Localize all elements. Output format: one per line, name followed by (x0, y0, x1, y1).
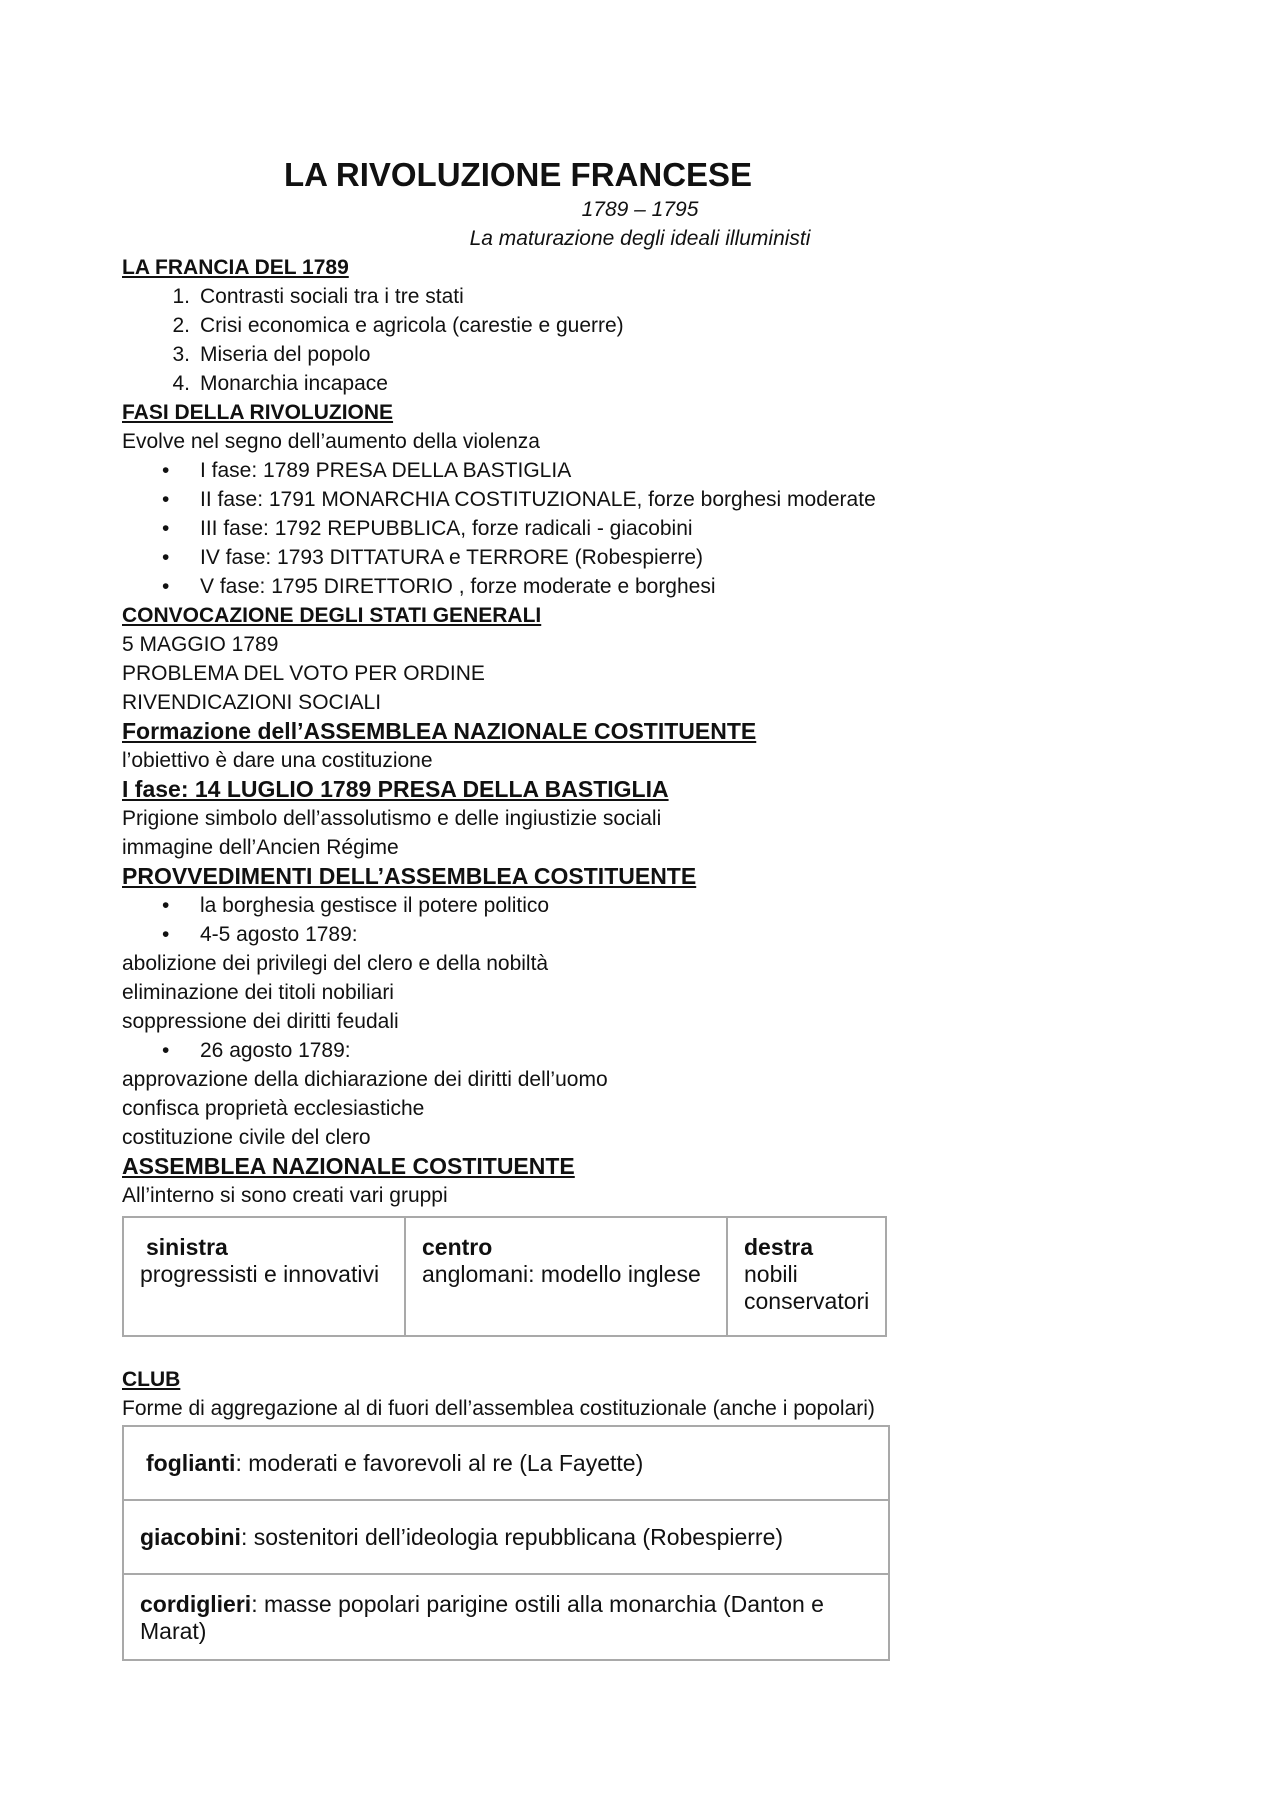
club-cell (123, 1426, 889, 1500)
list-item: • V fase: 1795 DIRETTORIO , forze moderate e borghesi (122, 572, 1152, 601)
club-name: giacobini (140, 1523, 241, 1550)
provvedimenti-list-1 (122, 891, 1152, 949)
text-line: abolizione dei privilegi del clero e della nobiltà (122, 952, 549, 975)
list-item: • IV fase: 1793 DITTATURA e TERRORE (Robespierre) (122, 543, 1152, 572)
assemblea-intro: All’interno si sono creati vari gruppi (122, 1184, 448, 1207)
text-line: soppressione dei diritti feudali (122, 1010, 399, 1033)
page-title: LA RIVOLUZIONE FRANCESE (283, 156, 753, 193)
list-item: • la borghesia gestisce il potere politico (122, 891, 1152, 920)
bullet-icon: • (162, 1039, 170, 1062)
bullet-icon: • (162, 488, 170, 511)
text-line: costituzione civile del clero (122, 1126, 371, 1149)
list-item: • 26 agosto 1789: (122, 1036, 1152, 1065)
text-line: Prigione simbolo dell’assolutismo e delle ingiustizie sociali (122, 807, 662, 830)
group-desc: anglomani: modello inglese (422, 1261, 701, 1287)
club-desc: : masse popolari parigine ostili alla monarchia (Danton e Marat) (140, 1591, 824, 1644)
group-cell-destra (727, 1217, 886, 1336)
document-body (122, 195, 1152, 1661)
club-cell (123, 1574, 889, 1660)
bullet-icon: • (162, 459, 170, 482)
club-name: cordiglieri (140, 1591, 252, 1617)
club-table (122, 1425, 890, 1661)
list-item: • III fase: 1792 REPUBBLICA, forze radicali - giacobini (122, 514, 1152, 543)
table-row (123, 1426, 889, 1500)
group-desc: progressisti e innovativi (140, 1261, 380, 1287)
list-item: 2. Crisi economica e agricola (carestie e guerre) (172, 314, 624, 337)
club-cell (123, 1500, 889, 1574)
group-cell-centro (405, 1217, 727, 1336)
list-item: • II fase: 1791 MONARCHIA COSTITUZIONALE, forze borghesi moderate (122, 485, 1152, 514)
table-row (123, 1217, 886, 1336)
group-name: destra (744, 1234, 814, 1260)
fasi-intro: Evolve nel segno dell’aumento della violenza (122, 430, 540, 453)
heading-fasi: FASI DELLA RIVOLUZIONE (122, 401, 394, 424)
bullet-icon: • (162, 894, 170, 917)
provvedimenti-list-2 (122, 1036, 1152, 1065)
text-line: immagine dell’Ancien Régime (122, 836, 399, 859)
table-row (123, 1574, 889, 1660)
date-range: 1789 – 1795 (581, 198, 699, 221)
list-item: • 4-5 agosto 1789: (122, 920, 1152, 949)
heading-bastiglia: I fase: 14 LUGLIO 1789 PRESA DELLA BASTIGLIA (122, 776, 669, 802)
page-subtitle: La maturazione degli ideali illuministi (469, 227, 811, 250)
club-name: foglianti (146, 1449, 236, 1476)
text-line: PROBLEMA DEL VOTO PER ORDINE (122, 662, 485, 685)
text-line: l’obiettivo è dare una costituzione (122, 749, 433, 772)
francia-list (122, 282, 1152, 398)
list-item: 4. Monarchia incapace (172, 372, 388, 395)
group-cell-sinistra (123, 1217, 405, 1336)
heading-provvedimenti: PROVVEDIMENTI DELL’ASSEMBLEA COSTITUENTE (122, 863, 697, 889)
text-line: 5 MAGGIO 1789 (122, 633, 279, 656)
heading-francia: LA FRANCIA DEL 1789 (122, 256, 349, 279)
fasi-list (122, 456, 1152, 601)
group-name: sinistra (146, 1234, 228, 1260)
text-line: confisca proprietà ecclesiastiche (122, 1097, 425, 1120)
club-desc: : sostenitori dell’ideologia repubblicana (Robespierre) (240, 1523, 784, 1550)
text-line: eliminazione dei titoli nobiliari (122, 981, 394, 1004)
list-item: • I fase: 1789 PRESA DELLA BASTIGLIA (122, 456, 1152, 485)
text-line: approvazione della dichiarazione dei diritti dell’uomo (122, 1068, 608, 1091)
text-line: RIVENDICAZIONI SOCIALI (122, 691, 382, 714)
heading-convocazione: CONVOCAZIONE DEGLI STATI GENERALI (122, 604, 542, 627)
heading-assemblea: ASSEMBLEA NAZIONALE COSTITUENTE (122, 1153, 575, 1179)
club-desc: : moderati e favorevoli al re (La Fayette) (235, 1449, 644, 1476)
groups-table (122, 1216, 887, 1337)
club-intro: Forme di aggregazione al di fuori dell’assemblea costituzionale (anche i popolari) (122, 1397, 875, 1420)
group-desc: nobili conservatori (744, 1261, 870, 1314)
heading-club: CLUB (122, 1368, 181, 1391)
bullet-icon: • (162, 517, 170, 540)
bullet-icon: • (162, 575, 170, 598)
table-row (123, 1500, 889, 1574)
list-item: 1. Contrasti sociali tra i tre stati (172, 285, 464, 308)
bullet-icon: • (162, 923, 170, 946)
bullet-icon: • (162, 546, 170, 569)
list-item: 3. Miseria del popolo (172, 343, 371, 366)
group-name: centro (422, 1234, 493, 1260)
heading-formazione: Formazione dell’ASSEMBLEA NAZIONALE COSTITUENTE (122, 718, 757, 744)
